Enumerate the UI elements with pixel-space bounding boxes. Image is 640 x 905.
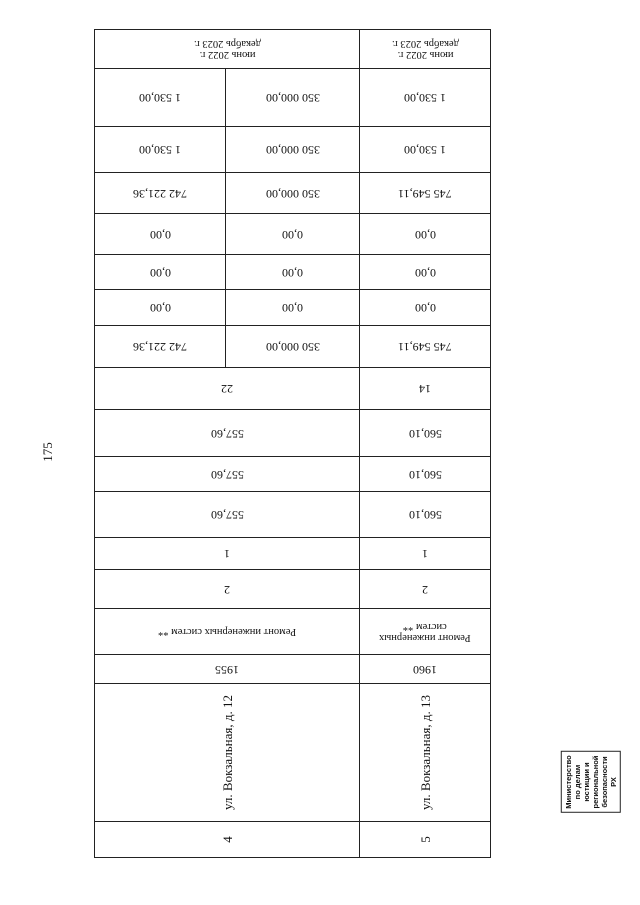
cell-r10-right: 560,10 bbox=[408, 467, 442, 482]
cell-r9-right: 560,10 bbox=[408, 426, 442, 441]
cell-r5-a: 0,00 bbox=[149, 265, 171, 280]
cell-r11-right: 560,10 bbox=[408, 508, 442, 522]
cell-r12-left: 1 bbox=[224, 547, 230, 561]
cell-r2-c: 1 530,00 bbox=[404, 143, 446, 157]
cell-r17-left: 4 bbox=[219, 836, 235, 843]
cell-r7-c: 745 549,11 bbox=[398, 340, 452, 354]
ministry-stamp bbox=[564, 729, 619, 834]
cell-r1-a: 1 530,00 bbox=[139, 91, 181, 105]
cell-r13-left: 2 bbox=[224, 582, 230, 597]
cell-r5-c: 0,00 bbox=[414, 265, 436, 280]
cell-r6-b: 0,00 bbox=[282, 301, 303, 315]
cell-r3-b: 350 000,00 bbox=[265, 186, 320, 201]
cell-r8-right: 14 bbox=[419, 382, 431, 396]
cell-r12-right: 1 bbox=[422, 547, 428, 561]
cell-r6-c: 0,00 bbox=[414, 301, 436, 315]
stamp-line: юстиции и региональной bbox=[582, 755, 601, 808]
stamp-line: безопасности РХ bbox=[600, 755, 619, 808]
cell-period-right: июнь 2022 г. декабрь 2023 г. bbox=[391, 38, 459, 60]
cell-r13-right: 2 bbox=[422, 582, 428, 597]
cell-r9-left: 557,60 bbox=[210, 426, 244, 441]
table-rule bbox=[94, 857, 491, 858]
cell-r16-right: ул. Вокзальная, д. 13 bbox=[417, 695, 433, 810]
cell-r2-b: 350 000,00 bbox=[265, 143, 320, 157]
cell-r5-b: 0,00 bbox=[282, 265, 303, 280]
cell-period-left: июнь 2022 г. декабрь 2023 г. bbox=[193, 38, 261, 60]
cell-r17-right: 5 bbox=[417, 836, 433, 843]
cell-r1-b: 350 000,00 bbox=[265, 91, 320, 105]
cell-r4-c: 0,00 bbox=[414, 227, 436, 242]
cell-r4-b: 0,00 bbox=[282, 227, 303, 242]
cell-r3-c: 745 549,11 bbox=[398, 186, 452, 201]
cell-r11-left: 557,60 bbox=[210, 508, 244, 522]
cell-r2-a: 1 530,00 bbox=[139, 143, 181, 157]
cell-r7-a: 742 221,36 bbox=[133, 340, 187, 354]
cell-r7-b: 350 000,00 bbox=[265, 340, 320, 354]
cell-r1-c: 1 530,00 bbox=[404, 91, 446, 105]
cell-r4-a: 0,00 bbox=[149, 227, 171, 242]
cell-r14-left: Ремонт инженерных систем ** bbox=[157, 626, 297, 637]
cell-r15-right: 1960 bbox=[413, 662, 437, 677]
cell-r14-right: Ремонт инженерных систем ** bbox=[379, 620, 471, 643]
cell-r15-left: 1955 bbox=[215, 662, 239, 677]
page-number: 175 bbox=[40, 442, 55, 462]
cell-r10-left: 557,60 bbox=[210, 467, 244, 482]
cell-r6-a: 0,00 bbox=[149, 301, 171, 315]
cell-r8-left: 22 bbox=[221, 382, 233, 396]
cell-r3-a: 742 221,36 bbox=[133, 186, 187, 201]
cell-r16-left: ул. Вокзальная, д. 12 bbox=[219, 695, 235, 810]
stamp-line: Министерство по делам bbox=[564, 754, 583, 809]
table-rule bbox=[490, 29, 491, 858]
